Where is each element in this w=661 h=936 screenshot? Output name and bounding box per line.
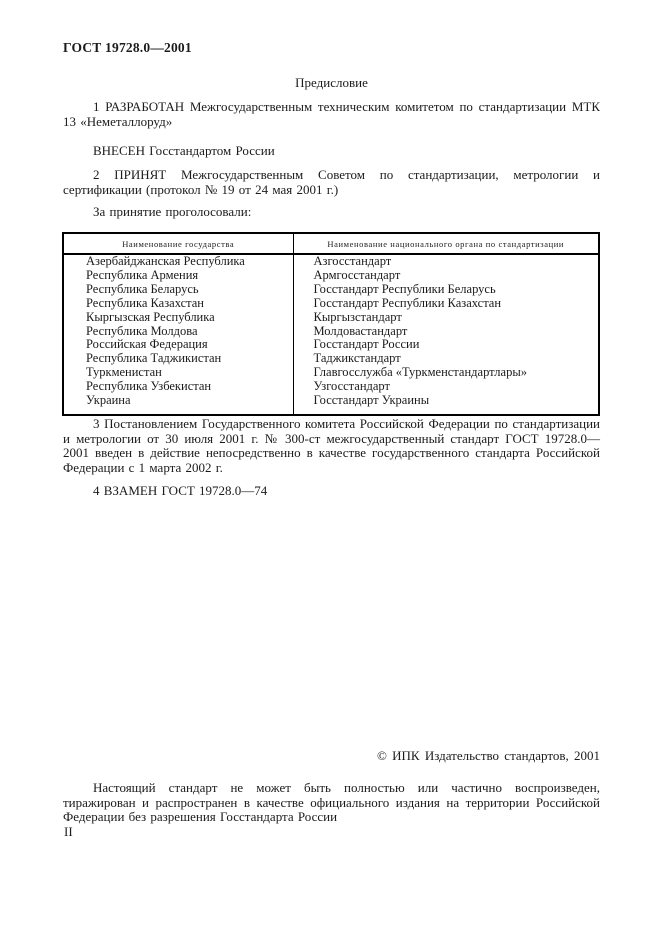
state-name-cell: Республика Молдова: [86, 324, 198, 338]
column-header-state: Наименование государства: [63, 233, 293, 254]
state-name-cell: Республика Армения: [86, 268, 199, 282]
table-row: [63, 254, 599, 269]
org-name-cell: Азгосстандарт: [293, 254, 599, 269]
org-name-cell: Главгосслужба «Туркменстандартлары»: [293, 366, 599, 380]
org-name-cell: Армгосстандарт: [293, 269, 599, 283]
column-header-org: Наименование национального органа по стандартизации: [293, 233, 599, 254]
table-row: [63, 338, 599, 352]
table-row: [63, 297, 599, 311]
state-name-cell: Республика Таджикистан: [86, 352, 222, 366]
state-name-cell: Украина: [86, 394, 131, 408]
preface-item-4: 4 ВЗАМЕН ГОСТ 19728.0—74: [93, 483, 268, 498]
table-row: [63, 394, 599, 415]
state-name-cell: Республика Узбекистан: [86, 380, 212, 394]
table-row: [63, 380, 599, 394]
page-number: II: [64, 824, 73, 839]
copyright-notice: © ИПК Издательство стандартов, 2001: [377, 748, 600, 763]
state-name-cell: Азербайджанская Республика: [86, 254, 245, 268]
reproduction-restriction: Настоящий стандарт не может быть полностью или частично воспроизведен, тиражирован и распространен в качестве официального издания на территории Российской Федерации без разрешения Госстандарта России: [63, 780, 600, 825]
org-name-cell: Узгосстандарт: [293, 380, 599, 394]
org-name-cell: Госстандарт Республики Казахстан: [293, 297, 599, 311]
org-name-cell: Госстандарт Республики Беларусь: [293, 283, 599, 297]
org-name-cell: Госстандарт Украины: [293, 394, 599, 415]
state-name-cell: Туркменистан: [86, 366, 162, 380]
state-name-cell: Кыргызская Республика: [86, 310, 215, 324]
table-row: [63, 283, 599, 297]
org-name-cell: Кыргызстандарт: [293, 311, 599, 325]
state-name-cell: Российская Федерация: [86, 338, 208, 352]
preface-item-2: 2 ПРИНЯТ Межгосударственным Советом по стандартизации, метрологии и сертификации (протокол № 19 от 24 мая 2001 г.): [63, 167, 600, 197]
vote-lead-in: За принятие проголосовали:: [93, 204, 252, 219]
page-title: Предисловие: [295, 75, 368, 90]
table-row: [63, 366, 599, 380]
state-name-cell: Республика Казахстан: [86, 296, 204, 310]
org-name-cell: Госстандарт России: [293, 338, 599, 352]
table-row: [63, 352, 599, 366]
voting-table: [62, 232, 600, 416]
org-name-cell: Молдовастандарт: [293, 325, 599, 339]
table-row: [63, 269, 599, 283]
voting-table-body: [63, 254, 599, 415]
document-code: ГОСТ 19728.0—2001: [63, 40, 192, 55]
table-row: [63, 311, 599, 325]
preface-submitted: ВНЕСЕН Госстандартом России: [93, 143, 275, 158]
table-row: [63, 325, 599, 339]
org-name-cell: Таджикстандарт: [293, 352, 599, 366]
voting-table-header: [63, 233, 599, 254]
preface-item-1: 1 РАЗРАБОТАН Межгосударственным техническим комитетом по стандартизации МТК 13 «Неметаллоруд»: [63, 99, 600, 129]
state-name-cell: Республика Беларусь: [86, 282, 199, 296]
preface-item-3: 3 Постановлением Государственного комитета Российской Федерации по стандартизации и метрологии от 30 июля 2001 г. № 300-ст межгосударственный стандарт ГОСТ 19728.0—2001 введен в действие непосредственно в качестве государственного стандарта Российской Федерации с 1 марта 2002 г.: [63, 416, 600, 475]
